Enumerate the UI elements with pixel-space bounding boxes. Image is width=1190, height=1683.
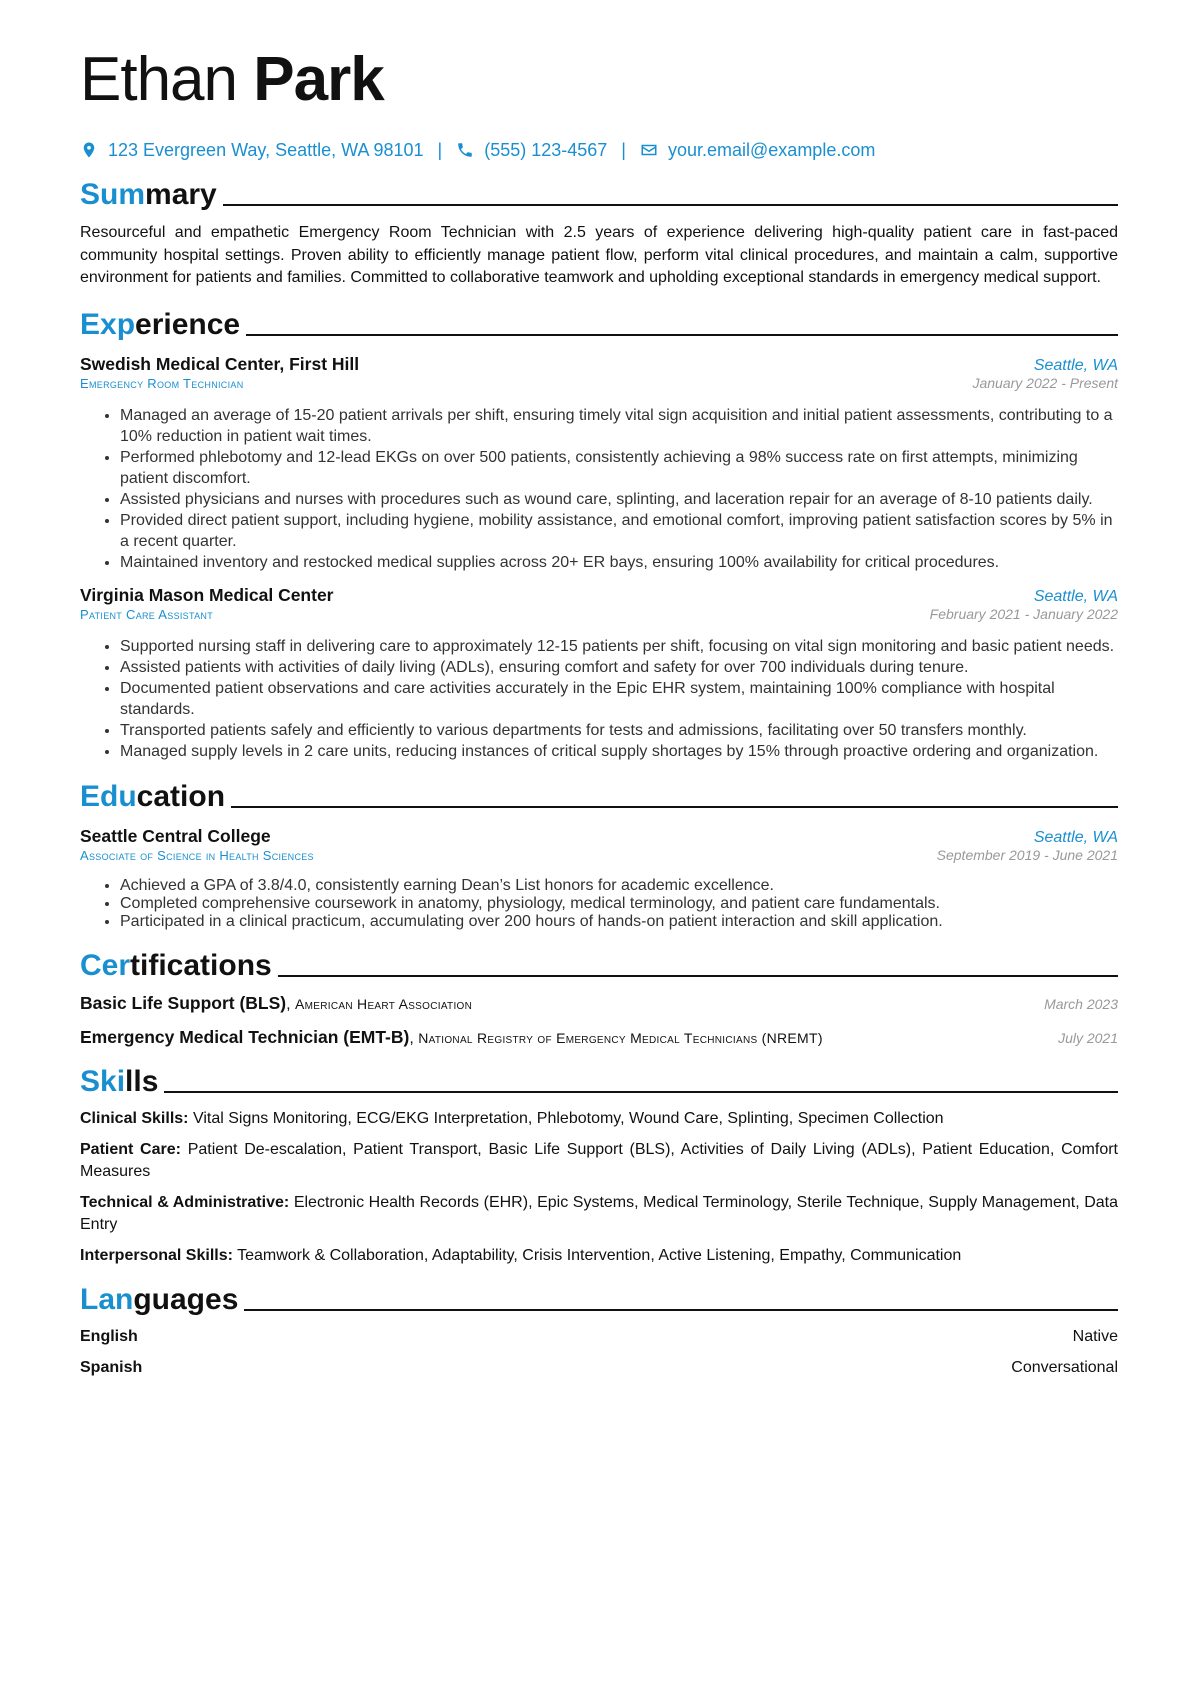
entry-header (80, 826, 1118, 847)
entry-subheader (80, 606, 1118, 622)
section-divider (223, 204, 1118, 206)
certification-issuer: National Registry of Emergency Medical Technicians (NREMT) (418, 1029, 823, 1046)
school-name: Seattle Central College (80, 825, 271, 846)
contact-separator: | (621, 139, 626, 160)
section-title-accent: Ski (80, 1064, 126, 1098)
section-experience-heading (80, 304, 1118, 342)
certification-date: March 2023 (1044, 995, 1118, 1012)
section-title-rest: lls (125, 1064, 159, 1098)
address-item (80, 140, 424, 161)
school-location: Seattle, WA (1033, 828, 1118, 846)
language-level: Native (1072, 1327, 1118, 1345)
language-name: Spanish (80, 1358, 143, 1376)
section-education-heading (80, 776, 1118, 814)
section-title (80, 1283, 238, 1317)
achievement-list (80, 636, 1118, 762)
section-title-rest: mary (145, 178, 217, 211)
section-divider (278, 975, 1118, 977)
section-title-accent: Edu (80, 779, 137, 813)
certification-name: Emergency Medical Technician (EMT-B) (80, 1026, 410, 1047)
skill-values: Patient De-escalation, Patient Transport, Basic Life Support (BLS), Activities of Daily Living (ADLs), Patient Education, Comfort Measures (80, 1140, 1119, 1180)
map-marker-icon (80, 141, 98, 159)
list-item: • Performed phlebotomy and 12-lead EKGs on over 500 patients, consistently achieving a 98% success rate on first attempts, minimizing patient discomfort. (120, 447, 1118, 489)
experience-entry (80, 585, 1118, 762)
summary-text: Resourceful and empathetic Emergency Room Technician with 2.5 years of experience delivering high-quality patient care in fast-paced community hospital settings. Proven ability to efficiently manage patient flow, perform vital clinical procedures, and maintain a calm, supportive environment for patients and families. Committed to collaborative teamwork and upholding exceptional standards in emergency medical support. (80, 224, 1118, 286)
list-item: • Maintained inventory and restocked medical supplies across 20+ ER bays, ensuring 100% availability for critical procedures. (120, 552, 1118, 573)
phone-text[interactable]: (555) 123-4567 (484, 139, 608, 160)
education-entry (80, 826, 1118, 931)
experience-entry (80, 354, 1118, 573)
section-title (80, 1065, 158, 1099)
job-dates: February 2021 - January 2022 (929, 605, 1118, 622)
section-title-accent: Lan (80, 1282, 134, 1316)
list-item: • Managed supply levels in 2 care units, reducing instances of critical supply shortages by 15% through proactive ordering and organization. (120, 741, 1118, 762)
section-divider (244, 1309, 1118, 1311)
section-title (80, 949, 272, 983)
list-item: • Completed comprehensive coursework in anatomy, physiology, medical terminology, and patient care fundamentals. (120, 895, 1118, 913)
entry-subheader (80, 375, 1118, 391)
section-divider (164, 1091, 1118, 1093)
list-item: • Managed an average of 15-20 patient arrivals per shift, ensuring timely vital sign acquisition and initial patient assessments, contributing to a 10% reduction in patient wait times. (120, 405, 1118, 447)
section-divider (246, 334, 1118, 336)
section-certifications-heading (80, 945, 1118, 983)
job-title: Patient Care Assistant (80, 606, 214, 622)
list-item: • Documented patient observations and care activities accurately in the Epic EHR system, maintaining 100% compliance with hospital standards. (120, 678, 1118, 720)
entry-header (80, 585, 1118, 606)
last-name: Park (253, 45, 384, 114)
section-title (80, 308, 240, 342)
phone-item[interactable] (456, 140, 607, 161)
resume-page (80, 40, 1118, 1379)
skill-group (80, 1139, 1118, 1183)
skill-values: Vital Signs Monitoring, ECG/EKG Interpretation, Phlebotomy, Wound Care, Splinting, Specimen Collection (192, 1109, 944, 1127)
section-title-rest: tifications (130, 948, 272, 982)
section-title-rest: cation (136, 779, 226, 813)
skill-label: Technical & Administrative: (80, 1193, 290, 1211)
section-title-accent: Cer (80, 948, 131, 982)
section-skills-heading (80, 1061, 1118, 1099)
job-location: Seattle, WA (1033, 356, 1118, 374)
certification-date: July 2021 (1058, 1029, 1118, 1046)
section-title-accent: Sum (80, 178, 146, 211)
skill-label: Interpersonal Skills: (80, 1246, 233, 1264)
skill-group (80, 1192, 1118, 1236)
certification-name: Basic Life Support (BLS) (80, 992, 287, 1013)
email-item[interactable] (640, 140, 875, 161)
section-title (80, 780, 225, 814)
list-item: • Assisted physicians and nurses with procedures such as wound care, splinting, and laceration repair for an average of 8-10 patients daily. (120, 489, 1118, 510)
skill-group (80, 1245, 1118, 1267)
employer-name: Virginia Mason Medical Center (80, 584, 334, 605)
section-title-accent: Exp (80, 307, 136, 341)
entry-header (80, 354, 1118, 375)
certification-title: Basic Life Support (BLS), American Heart Association (80, 992, 473, 1013)
list-item: • Assisted patients with activities of daily living (ADLs), ensuring comfort and safety for over 700 individuals during tenure. (120, 657, 1118, 678)
contact-separator: | (437, 139, 443, 160)
certification-issuer: American Heart Association (295, 995, 473, 1012)
list-item: • Transported patients safely and efficiently to various departments for tests and admissions, facilitating over 50 transfers monthly. (120, 720, 1118, 741)
language-name: English (80, 1327, 138, 1345)
section-title-rest: guages (133, 1282, 239, 1316)
section-divider (231, 806, 1118, 808)
language-level: Conversational (1011, 1358, 1118, 1376)
job-location: Seattle, WA (1033, 587, 1118, 605)
language-item (80, 1357, 1118, 1379)
skill-values: Electronic Health Records (EHR), Epic Systems, Medical Terminology, Sterile Technique, Supply Management, Data Entry (80, 1193, 1119, 1233)
skill-label: Clinical Skills: (80, 1109, 189, 1127)
entry-subheader (80, 847, 1118, 863)
section-summary-heading (80, 174, 1118, 212)
list-item: • Participated in a clinical practicum, accumulating over 200 hours of hands-on patient interaction and skill application. (120, 913, 1118, 931)
section-title (80, 178, 217, 212)
certification-item (80, 993, 1118, 1019)
certification-item (80, 1027, 1118, 1053)
employer-name: Swedish Medical Center, First Hill (80, 353, 360, 374)
contact-bar (80, 136, 1118, 164)
phone-icon (456, 141, 474, 159)
section-title-rest: erience (135, 307, 241, 341)
education-dates: September 2019 - June 2021 (936, 846, 1118, 863)
skill-group (80, 1108, 1118, 1130)
degree: Associate of Science in Health Sciences (80, 847, 314, 863)
list-item: • Provided direct patient support, including hygiene, mobility assistance, and emotional comfort, improving patient satisfaction scores by 5% in a recent quarter. (120, 510, 1118, 552)
language-item (80, 1326, 1118, 1348)
certification-title: Emergency Medical Technician (EMT-B), National Registry of Emergency Medical Technicians (NREMT) (80, 1026, 823, 1047)
list-item: • Achieved a GPA of 3.8/4.0, consistently earning Dean’s List honors for academic excellence. (120, 877, 1118, 895)
education-list (80, 877, 1118, 931)
address-text: 123 Evergreen Way, Seattle, WA 98101 (108, 139, 424, 160)
skill-values: Teamwork & Collaboration, Adaptability, Crisis Intervention, Active Listening, Empathy, Communication (237, 1246, 962, 1264)
envelope-icon (640, 141, 658, 159)
email-link[interactable]: your.email@example.com (667, 139, 876, 160)
skill-label: Patient Care: (80, 1140, 181, 1158)
section-languages-heading (80, 1279, 1118, 1317)
job-title: Emergency Room Technician (80, 375, 244, 391)
first-name: Ethan (80, 45, 238, 114)
achievement-list (80, 405, 1118, 573)
job-dates: January 2022 - Present (972, 374, 1118, 391)
list-item: • Supported nursing staff in delivering care to approximately 12-15 patients per shift, focusing on vital sign monitoring and basic patient needs. (120, 636, 1118, 657)
candidate-name (80, 40, 1118, 120)
